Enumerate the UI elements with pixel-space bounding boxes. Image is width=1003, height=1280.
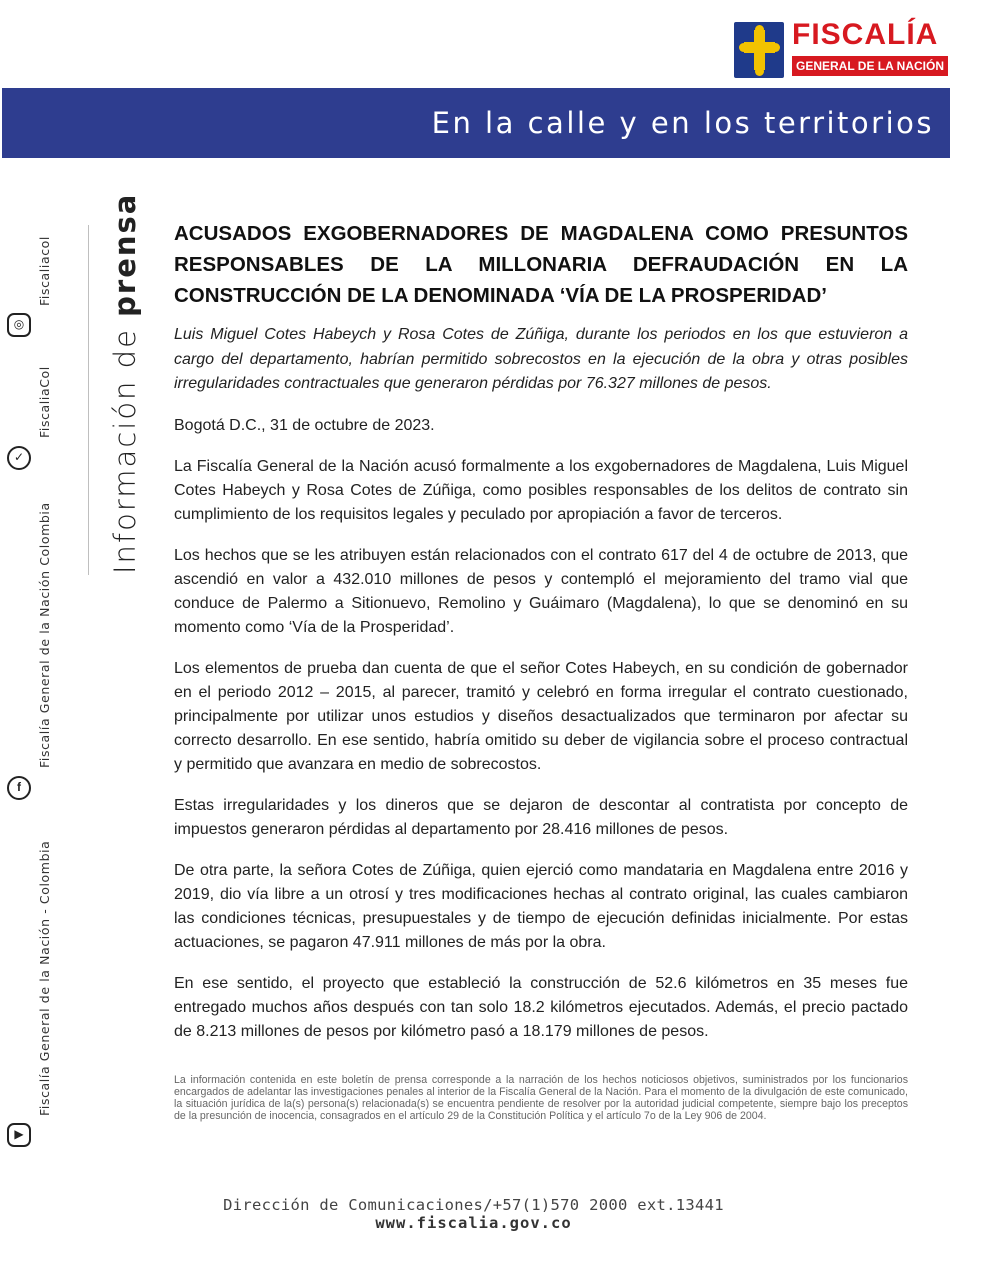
- banner-slogan: En la calle y en los territorios: [431, 106, 934, 140]
- facebook-handle[interactable]: Fiscalía General de la Nación Colombia: [37, 502, 52, 768]
- logo-name: FISCALÍA: [792, 18, 939, 51]
- article-paragraph: En ese sentido, el proyecto que estableció la construcción de 52.6 kilómetros en 35 meses fue entregado muchos años después con tan solo 18.2 kilómetros ejecutados. Además, el precio pactado de 8.213 millones de pesos por kilómetro pasó a 18.179 millones de pesos.: [174, 974, 908, 1040]
- seal-icon: [734, 22, 784, 78]
- article-paragraph: La Fiscalía General de la Nación acusó formalmente a los exgobernadores de Magdalena, Luis Miguel Cotes Habeych y Rosa Cotes de Zúñiga, como posibles responsables de los delitos de contrato sin cumplimiento de los requisitos legales y peculado por apropiación a favor de terceros.: [174, 457, 908, 523]
- article-paragraph: Los hechos que se les atribuyen están relacionados con el contrato 617 del 4 de octubre de 2013, que ascendió en valor a 432.010 millones de pesos y contempló el mejoramiento del tramo vial que conduce de Palermo a Sitionuevo, Remolino y Guáimaro (Magdalena), lo que se denominó en su momento como ‘Vía de la Prosperidad’.: [174, 546, 908, 636]
- section-label-light: Información de: [108, 316, 142, 574]
- section-label: [108, 193, 142, 574]
- logo-subtitle: GENERAL DE LA NACIÓN: [792, 56, 948, 76]
- instagram-icon[interactable]: ◎: [7, 313, 31, 337]
- youtube-handle[interactable]: Fiscalía General de la Nación - Colombia: [37, 840, 52, 1116]
- legal-disclaimer: La información contenida en este boletín de prensa corresponde a la narración de los hechos noticiosos objetivos, suministrados por los funcionarios encargados de adelantar las investigaciones penales al interior de la Fiscalía General de la Nación. Para el momento de la divulgación de este comunicado, la situación jurídica de la(s) persona(s) relacionada(s) se encuentra pendiente de resolver por la autoridad judicial competente, siempre bajo los preceptos de la presunción de inocencia, consagrados en el artículo 29 de la Constitución Política y el artículo 7o de la Ley 906 de 2004.: [174, 1073, 908, 1123]
- article-title: ACUSADOS EXGOBERNADORES DE MAGDALENA COMO PRESUNTOS RESPONSABLES DE LA MILLONARIA DEFRAUDACIÓN EN LA CONSTRUCCIÓN DE LA DENOMINADA ‘VÍA DE LA PROSPERIDAD’: [174, 222, 908, 307]
- header-banner: [2, 88, 950, 158]
- footer-contact: Dirección de Comunicaciones/+57(1)570 2000 ext.13441: [223, 1196, 724, 1214]
- instagram-handle[interactable]: Fiscaliacol: [37, 236, 52, 306]
- article-paragraph: Estas irregularidades y los dineros que se dejaron de descontar al contratista por concepto de impuestos generaron pérdidas al departamento por 28.416 millones de pesos.: [174, 796, 908, 838]
- twitter-handle[interactable]: FiscaliaCol: [37, 366, 52, 438]
- facebook-icon[interactable]: f: [7, 776, 31, 800]
- article-dateline: Bogotá D.C., 31 de octubre de 2023.: [174, 416, 435, 434]
- youtube-icon[interactable]: ▶: [7, 1123, 31, 1147]
- fiscalia-logo: [734, 18, 949, 80]
- article-paragraph: Los elementos de prueba dan cuenta de que el señor Cotes Habeych, en su condición de gobernador en el periodo 2012 – 2015, al parecer, tramitó y celebró en forma irregular el contrato cuestionado, principalmente por utilizar unos estudios y diseños desactualizados que terminaron por afectar su correcto desarrollo. En ese sentido, habría omitido su deber de vigilancia sobre el proceso contractual y permitido que avanzara en medio de sobrecostos.: [174, 659, 908, 773]
- twitter-icon[interactable]: ✓: [7, 446, 31, 470]
- press-release: [174, 218, 908, 1123]
- section-label-bold: prensa: [108, 192, 142, 317]
- section-divider: [88, 225, 89, 575]
- article-summary: Luis Miguel Cotes Habeych y Rosa Cotes de Zúñiga, durante los periodos en los que estuvieron a cargo del departamento, habrían permitido sobrecostos en la ejecución de la obra y otras posibles irregularidades contractuales que generaron pérdidas por 76.327 millones de pesos.: [174, 326, 908, 392]
- footer-website[interactable]: www.fiscalia.gov.co: [375, 1214, 572, 1232]
- article-paragraph: De otra parte, la señora Cotes de Zúñiga, quien ejerció como mandataria en Magdalena entre 2016 y 2019, dio vía libre a un otrosí y tres modificaciones hechas al contrato original, las cuales cambiaron las condiciones técnicas, presupuestales y de tiempo de ejecución definidas inicialmente. Por estas actuaciones, se pagaron 47.911 millones de más por la obra.: [174, 861, 908, 951]
